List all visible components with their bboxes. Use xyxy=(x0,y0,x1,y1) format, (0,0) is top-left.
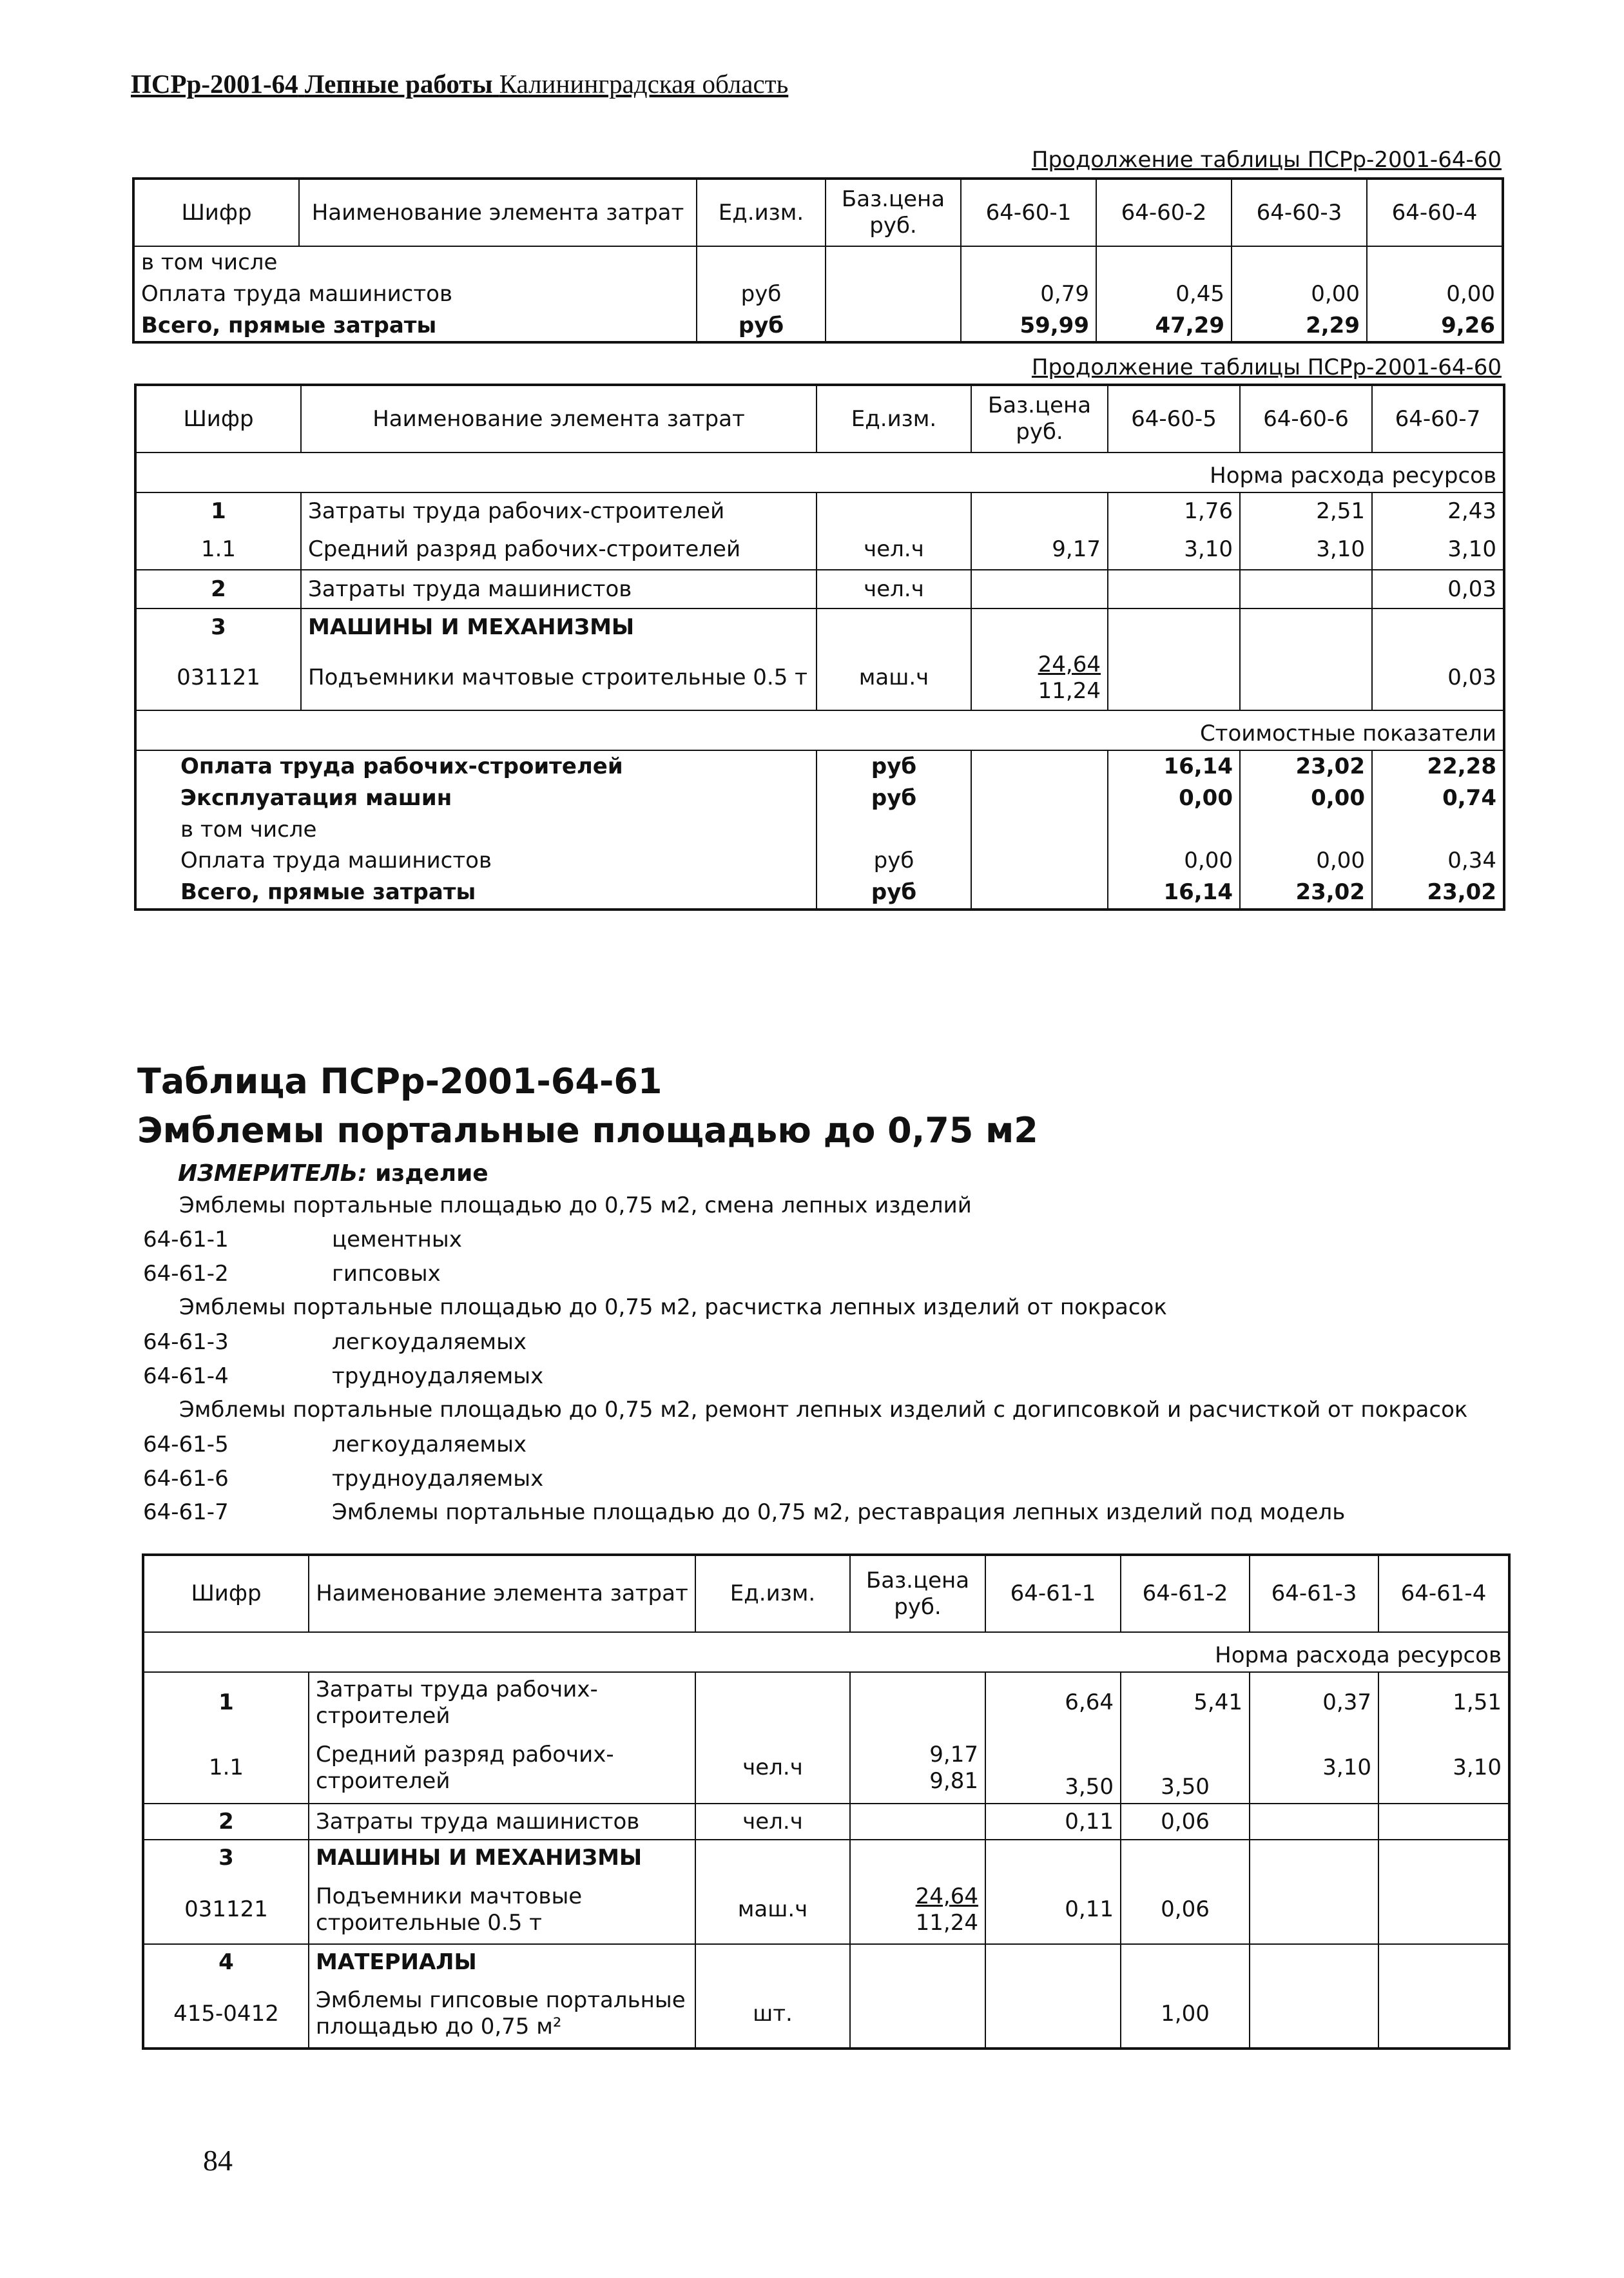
row-label: Эмблемы гипсовые портальные площадью до 0,75 м² xyxy=(309,1980,695,2049)
value-cell: 0,00 xyxy=(1240,845,1372,877)
norm-header-row xyxy=(143,1632,1509,1672)
group-description: Эмблемы портальные площадью до 0,75 м2, ремонт лепных изделий с догипсовкой и расчисткой от покрасок xyxy=(179,1397,1468,1423)
item-code: 64-61-1 xyxy=(143,1227,229,1252)
item-text: Эмблемы портальные площадью до 0,75 м2, реставрация лепных изделий под модель xyxy=(332,1499,1346,1525)
table-row xyxy=(133,246,1503,278)
value-cell: 5,41 xyxy=(1121,1672,1250,1733)
value-cell: 0,00 xyxy=(1232,278,1367,310)
value-cell xyxy=(1108,646,1240,710)
col-unit: Ед.изм. xyxy=(697,179,826,246)
cost-header-row xyxy=(135,710,1504,750)
col-name: Наименование элемента затрат xyxy=(301,385,817,453)
row-label: Оплата труда рабочих-строителей xyxy=(135,750,817,783)
table-row-section xyxy=(135,608,1504,646)
value-cell xyxy=(1378,1876,1509,1944)
value-cell: 0,06 xyxy=(1121,1876,1250,1944)
col-name: Наименование элемента затрат xyxy=(299,179,697,246)
table-row xyxy=(143,1672,1509,1733)
row-code: 2 xyxy=(143,1804,309,1840)
table-row xyxy=(135,845,1504,877)
value-cell: 23,02 xyxy=(1240,877,1372,910)
header-title: Лепные работы xyxy=(304,69,493,99)
row-unit: руб xyxy=(817,845,971,877)
value-cell: 3,10 xyxy=(1378,1733,1509,1804)
row-label: в том числе xyxy=(133,246,697,278)
col-code: 64-61-4 xyxy=(1378,1555,1509,1632)
cost-label: Стоимостные показатели xyxy=(135,710,1504,750)
row-label: Затраты труда машинистов xyxy=(301,570,817,608)
row-unit: чел.ч xyxy=(817,570,971,608)
col-code: 64-61-3 xyxy=(1250,1555,1378,1632)
row-unit: руб xyxy=(697,310,826,343)
item-code: 64-61-5 xyxy=(143,1432,229,1457)
value-cell: 0,45 xyxy=(1096,278,1232,310)
item-code: 64-61-7 xyxy=(143,1499,229,1525)
row-unit: руб xyxy=(817,750,971,783)
row-label: МАШИНЫ И МЕХАНИЗМЫ xyxy=(309,1840,695,1876)
value-cell xyxy=(1240,570,1372,608)
item-text: трудноудаляемых xyxy=(332,1363,544,1389)
item-text: трудноудаляемых xyxy=(332,1466,544,1492)
row-price xyxy=(850,1876,985,1944)
value-cell xyxy=(1108,570,1240,608)
item-text: цементных xyxy=(332,1227,462,1252)
norm-header-row xyxy=(135,453,1504,492)
col-code: 64-61-2 xyxy=(1121,1555,1250,1632)
group-description: Эмблемы портальные площадью до 0,75 м2, расчистка лепных изделий от покрасок xyxy=(179,1294,1167,1320)
value-cell: 2,29 xyxy=(1232,310,1367,343)
table-row-section xyxy=(143,1944,1509,1980)
table-row xyxy=(143,1980,1509,2049)
row-label: Оплата труда машинистов xyxy=(133,278,697,310)
table-header-row xyxy=(143,1555,1509,1632)
value-cell: 6,64 xyxy=(985,1672,1121,1733)
value-cell: 0,00 xyxy=(1367,278,1503,310)
table-subtitle: Эмблемы портальные площадью до 0,75 м2 xyxy=(137,1110,1038,1151)
row-unit: руб xyxy=(817,877,971,910)
value-cell: 3,10 xyxy=(1240,530,1372,570)
row-code: 1 xyxy=(135,492,301,530)
col-code: 64-60-6 xyxy=(1240,385,1372,453)
col-shifr: Шифр xyxy=(143,1555,309,1632)
row-code: 415-0412 xyxy=(143,1980,309,2049)
row-code: 031121 xyxy=(143,1876,309,1944)
header-code: ПСРр-2001-64 xyxy=(131,69,298,99)
table-row xyxy=(135,492,1504,530)
col-price: Баз.цена руб. xyxy=(971,385,1108,453)
value-cell: 0,03 xyxy=(1372,646,1504,710)
price-primary: 24,64 xyxy=(1038,651,1101,677)
price-primary: 24,64 xyxy=(915,1883,978,1909)
row-code: 1 xyxy=(143,1672,309,1733)
value-cell: 3,50 xyxy=(1121,1733,1250,1804)
col-shifr: Шифр xyxy=(135,385,301,453)
table-row xyxy=(133,278,1503,310)
row-label: Средний разряд рабочих-строителей xyxy=(301,530,817,570)
value-cell: 3,50 xyxy=(985,1733,1121,1804)
row-label: Средний разряд рабочих-строителей xyxy=(309,1733,695,1804)
row-label: МАШИНЫ И МЕХАНИЗМЫ xyxy=(301,608,817,646)
page-number: 84 xyxy=(203,2144,233,2177)
table-row xyxy=(135,646,1504,710)
row-label: Всего, прямые затраты xyxy=(135,877,817,910)
value-cell xyxy=(1240,646,1372,710)
table-row xyxy=(135,750,1504,783)
value-cell: 0,79 xyxy=(961,278,1096,310)
value-cell: 2,43 xyxy=(1372,492,1504,530)
row-unit: чел.ч xyxy=(695,1804,850,1840)
table-header-row xyxy=(135,385,1504,453)
value-cell xyxy=(1250,1804,1378,1840)
header-region: Калининградская область xyxy=(499,69,789,99)
table-row xyxy=(143,1876,1509,1944)
measure-label: ИЗМЕРИТЕЛЬ: xyxy=(178,1160,367,1187)
row-label: Всего, прямые затраты xyxy=(133,310,697,343)
value-cell: 0,03 xyxy=(1372,570,1504,608)
row-label: МАТЕРИАЛЫ xyxy=(309,1944,695,1980)
row-unit: чел.ч xyxy=(695,1733,850,1804)
row-label: Затраты труда рабочих-строителей xyxy=(301,492,817,530)
col-code: 64-60-1 xyxy=(961,179,1096,246)
value-cell: 0,00 xyxy=(1108,845,1240,877)
item-text: гипсовых xyxy=(332,1261,441,1287)
table-row xyxy=(135,783,1504,814)
table-row xyxy=(143,1733,1509,1804)
continuation-caption-1: Продолжение таблицы ПСРр-2001-64-60 xyxy=(1031,147,1502,173)
row-code: 4 xyxy=(143,1944,309,1980)
measure-line xyxy=(178,1160,488,1187)
col-unit: Ед.изм. xyxy=(695,1555,850,1632)
value-cell: 3,10 xyxy=(1108,530,1240,570)
col-code: 64-60-5 xyxy=(1108,385,1240,453)
table-row xyxy=(135,570,1504,608)
row-unit: руб xyxy=(817,783,971,814)
value-cell xyxy=(985,1980,1121,2049)
value-cell: 0,34 xyxy=(1372,845,1504,877)
row-label: Оплата труда машинистов xyxy=(135,845,817,877)
table-row-total xyxy=(133,310,1503,343)
row-label: Подъемники мачтовые строительные 0.5 т xyxy=(301,646,817,710)
row-unit: маш.ч xyxy=(817,646,971,710)
value-cell: 16,14 xyxy=(1108,877,1240,910)
table-64-60-continuation-2 xyxy=(134,384,1505,911)
col-code: 64-60-2 xyxy=(1096,179,1232,246)
item-code: 64-61-6 xyxy=(143,1466,229,1492)
row-label: Затраты труда машинистов xyxy=(309,1804,695,1840)
value-cell: 0,00 xyxy=(1108,783,1240,814)
value-cell: 0,06 xyxy=(1121,1804,1250,1840)
value-cell: 1,00 xyxy=(1121,1980,1250,2049)
item-text: легкоудаляемых xyxy=(332,1329,527,1355)
row-unit: маш.ч xyxy=(695,1876,850,1944)
value-cell: 47,29 xyxy=(1096,310,1232,343)
value-cell: 16,14 xyxy=(1108,750,1240,783)
row-code: 1.1 xyxy=(143,1733,309,1804)
value-cell: 0,37 xyxy=(1250,1672,1378,1733)
table-title: Таблица ПСРр-2001-64-61 xyxy=(137,1061,662,1102)
price-secondary: 9,81 xyxy=(929,1767,978,1794)
value-cell: 3,10 xyxy=(1250,1733,1378,1804)
value-cell: 1,76 xyxy=(1108,492,1240,530)
table-header-row xyxy=(133,179,1503,246)
col-price: Баз.цена руб. xyxy=(850,1555,985,1632)
value-cell: 59,99 xyxy=(961,310,1096,343)
row-code: 1.1 xyxy=(135,530,301,570)
row-price: 9,17 xyxy=(971,530,1108,570)
row-unit: руб xyxy=(697,278,826,310)
group-description: Эмблемы портальные площадью до 0,75 м2, смена лепных изделий xyxy=(179,1193,972,1218)
table-row-total xyxy=(135,877,1504,910)
col-code: 64-60-4 xyxy=(1367,179,1503,246)
norm-label: Норма расхода ресурсов xyxy=(143,1632,1509,1672)
continuation-caption-2: Продолжение таблицы ПСРр-2001-64-60 xyxy=(1031,355,1502,380)
price-secondary: 11,24 xyxy=(915,1909,978,1936)
row-price xyxy=(971,646,1108,710)
row-code: 3 xyxy=(135,608,301,646)
value-cell: 0,11 xyxy=(985,1804,1121,1840)
value-cell xyxy=(1378,1980,1509,2049)
table-row xyxy=(135,814,1504,846)
row-label: Затраты труда рабочих-строителей xyxy=(309,1672,695,1733)
measure-value: изделие xyxy=(375,1160,488,1187)
table-row xyxy=(143,1804,1509,1840)
row-label: Эксплуатация машин xyxy=(135,783,817,814)
value-cell: 23,02 xyxy=(1372,877,1504,910)
value-cell: 9,26 xyxy=(1367,310,1503,343)
col-price: Баз.цена руб. xyxy=(826,179,961,246)
value-cell: 23,02 xyxy=(1240,750,1372,783)
table-row xyxy=(135,530,1504,570)
table-64-61 xyxy=(142,1553,1511,2050)
row-unit: шт. xyxy=(695,1980,850,2049)
item-code: 64-61-4 xyxy=(143,1363,229,1389)
price-primary: 9,17 xyxy=(929,1741,978,1767)
col-name: Наименование элемента затрат xyxy=(309,1555,695,1632)
value-cell: 22,28 xyxy=(1372,750,1504,783)
col-code: 64-60-7 xyxy=(1372,385,1504,453)
value-cell: 0,74 xyxy=(1372,783,1504,814)
value-cell: 1,51 xyxy=(1378,1672,1509,1733)
value-cell: 3,10 xyxy=(1372,530,1504,570)
item-code: 64-61-3 xyxy=(143,1329,229,1355)
page-header xyxy=(131,68,788,99)
value-cell: 2,51 xyxy=(1240,492,1372,530)
table-64-60-continuation-1 xyxy=(132,177,1504,344)
row-price xyxy=(850,1733,985,1804)
value-cell: 0,11 xyxy=(985,1876,1121,1944)
row-label: Подъемники мачтовые строительные 0.5 т xyxy=(309,1876,695,1944)
col-code: 64-60-3 xyxy=(1232,179,1367,246)
section-title xyxy=(137,1057,1038,1155)
norm-label: Норма расхода ресурсов xyxy=(135,453,1504,492)
item-code: 64-61-2 xyxy=(143,1261,229,1287)
row-unit: чел.ч xyxy=(817,530,971,570)
value-cell xyxy=(1378,1804,1509,1840)
value-cell xyxy=(1250,1876,1378,1944)
row-code: 2 xyxy=(135,570,301,608)
row-code: 3 xyxy=(143,1840,309,1876)
item-text: легкоудаляемых xyxy=(332,1432,527,1457)
col-shifr: Шифр xyxy=(133,179,299,246)
col-unit: Ед.изм. xyxy=(817,385,971,453)
price-secondary: 11,24 xyxy=(1038,677,1101,704)
row-code: 031121 xyxy=(135,646,301,710)
value-cell: 0,00 xyxy=(1240,783,1372,814)
value-cell xyxy=(1250,1980,1378,2049)
col-code: 64-61-1 xyxy=(985,1555,1121,1632)
table-row-section xyxy=(143,1840,1509,1876)
row-label: в том числе xyxy=(135,814,817,846)
